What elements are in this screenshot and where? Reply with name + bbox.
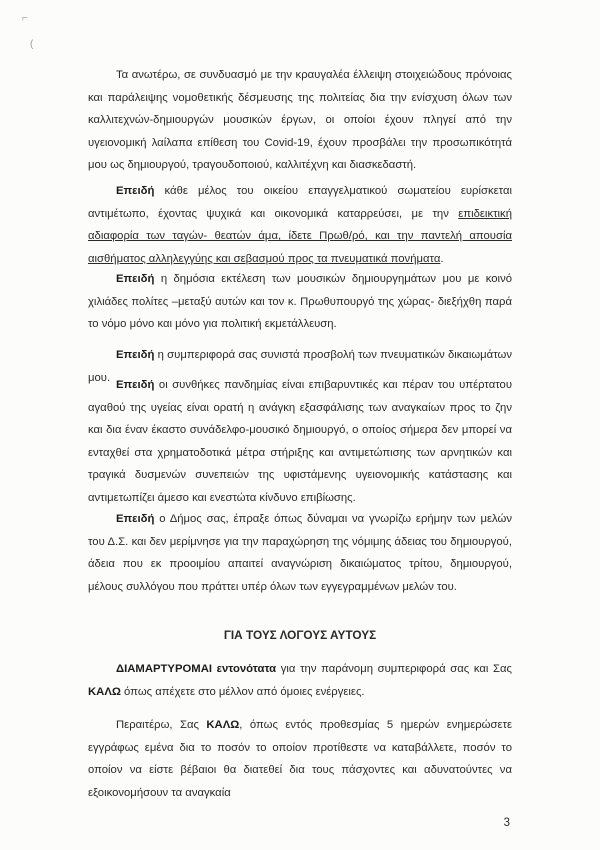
paragraph-1: Τα ανωτέρω, σε συνδυασμό με την κραυγαλέα έλλειψη στοιχειώδους πρόνοιας και παράλειψης νομοθετικής δέσμευσης της πολιτείας δια την ενίσχυση όλων των καλλιτεχνών-δημιουργών μουσικών έργων, οι οποίοι έχουν πληγεί από την υγειονομική λαίλαπα επίθεση του Covid-19, έχουν προσβάλει την προσωπικότητά μου ως δημιουργού, τραγουδοποιού, καλλιτέχνη και διασκεδαστή.	[88, 69, 512, 172]
protest-lead: ΔΙΑΜΑΡΤΥΡΟΜΑΙ εντονότατα	[116, 663, 277, 675]
final-paragraph: Περαιτέρω, Σας ΚΑΛΩ, όπως εντός προθεσμίας 5 ημερών ενημερώσετε εγγράφως εμένα δια το ποσόν το οποίον προτίθεστε να καταβάλλετε, ποσόν το οποίον να είστε βέβαιοι θα διατεθεί δια τους πάσχοντες και αδυνατούντες να εξοικονομήσουν τα αναγκαία	[88, 719, 512, 799]
page-number: 3	[503, 817, 510, 829]
protest-paragraph: ΔΙΑΜΑΡΤΥΡΟΜΑΙ εντονότατα για την παράνομη συμπεριφορά σας και Σας ΚΑΛΩ όπως απέχετε στο μέλλον από όμοιες ενέργειες.	[88, 663, 512, 698]
paragraph-6: Επειδή ο Δήμος σας, έπραξε όπως δύναμαι να γνωρίζω ερήμην των μελών του Δ.Σ. και δεν μερίμνησε για την παραχώρηση της νόμιμης άδειας του δημιουργού, άδεια που εκ προοιμίου απαιτεί αναγνώριση δικαιώματος τρίτου, δημιουργού, μέλους συλλόγου που πράττει υπέρ όλων των εγγεγραμμένων μελών του.	[88, 513, 512, 593]
kalo-word: ΚΑΛΩ	[88, 685, 121, 698]
paragraph-2: Επειδή κάθε μέλος του οικείου επαγγελματικού σωματείου ευρίσκεται αντιμέτωπο, έχοντας ψυχικά και οικονομικά καταρρεύσει, με την επιδεικτική αδιαφορία των ταγών- θεατών άμα, ίδετε Πρωθ/ρό, και την παντελή απουσία αισθήματος αλληλεγγύης και σεβασμού προς τα πνευματικά πονήματα.	[88, 185, 512, 265]
lead-word: Επειδή	[116, 379, 155, 391]
lead-word: Επειδή	[116, 273, 155, 285]
lead-word: Επειδή	[116, 513, 155, 525]
scan-mark-left: (	[30, 39, 34, 50]
lead-word: Επειδή	[116, 185, 155, 197]
section-heading: ΓΙΑ ΤΟΥΣ ΛΟΓΟΥΣ ΑΥΤΟΥΣ	[223, 628, 377, 642]
paragraph-3: Επειδή η δημόσια εκτέλεση των μουσικών δημιουργημάτων μου με κοινό χιλιάδες πολίτες –μεταξύ αυτών και τον κ. Πρωθυπουργό της χώρας- διεξήχθη παρά το νόμο μόνο και μόνο για πολιτική εκμετάλλευση.	[88, 273, 512, 331]
paragraph-5: Επειδή οι συνθήκες πανδημίας είναι επιβαρυντικές και πέραν του υπέρτατου αγαθού της υγείας είναι ορατή η ανάγκη εξασφάλισης των αναγκαίων προς το ζην και δια έναν έκαστο συνάδελφο-μουσικό δημιουργό, ο οποίος σήμερα δεν μπορεί να ενταχθεί στα χρηματοδοτικά μέτρα στήριξης και αντιμετώπισης των αρνητικών και τραγικά δυσμενών συνεπειών της υφιστάμενης υγειονομικής κατάστασης και αντιμετωπίζει άμεσο και ενεστώτα κίνδυνο επιβίωσης.	[88, 379, 512, 504]
underlined-text: επιδεικτική αδιαφορία των ταγών- θεατών άμα, ίδετε Πρωθ/ρό, και την παντελή απουσία αισθήματος αλληλεγγύης και σεβασμού προς τα πνευματικά πονήματα	[88, 207, 512, 265]
kalo-word: ΚΑΛΩ	[206, 719, 240, 731]
lead-word: Επειδή	[116, 349, 155, 361]
paragraph-4: Επειδή η συμπεριφορά σας συνιστά προσβολή των πνευματικών δικαιωμάτων μου.	[88, 349, 512, 384]
scan-mark-corner: ⌐	[22, 13, 28, 24]
